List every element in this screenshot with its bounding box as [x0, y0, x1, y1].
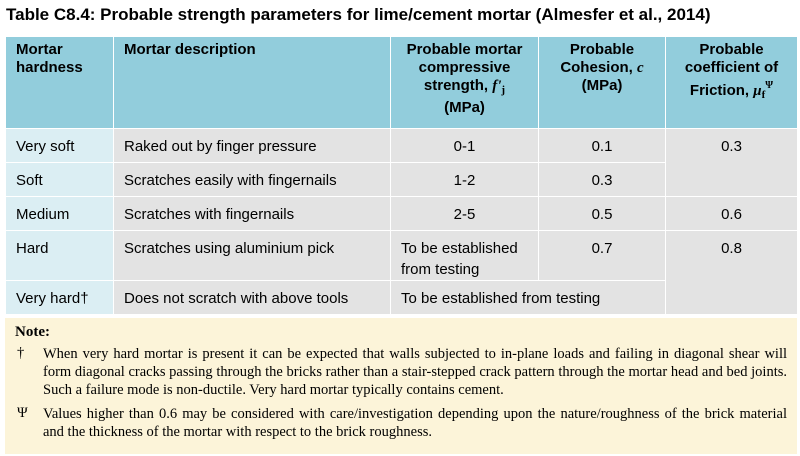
cell-compressive: 1-2 — [391, 163, 539, 197]
header-cohesion: Probable Cohesion, c (MPa) — [539, 37, 666, 129]
cell-hardness: Hard — [6, 231, 114, 281]
footnote-symbol: † — [17, 345, 25, 361]
cell-compressive-cohesion: To be established from testing — [391, 281, 666, 315]
header-hardness: Mortar hardness — [6, 37, 114, 129]
mortar-strength-table — [5, 36, 798, 315]
cell-description: Raked out by finger pressure — [114, 129, 391, 163]
footnote-text: When very hard mortar is present it can be expected that walls subjected to in-plane loads and failing in diagonal shear will form diagonal cracks passing through the bricks rather than a stair-stepped crack pattern through the mortar head and bed joints. Such a failure mode is non-ductile. Very hard mortar typically contains cement. — [43, 346, 787, 398]
cell-compressive: 0-1 — [391, 129, 539, 163]
table-row — [6, 231, 798, 281]
compressive-symbol: $f'_j$ — [492, 78, 506, 96]
cell-cohesion: 0.5 — [539, 197, 666, 231]
cell-cohesion: 0.1 — [539, 129, 666, 163]
cell-cohesion: 0.7 — [539, 231, 666, 281]
footnote-symbol: Ψ — [17, 405, 28, 421]
header-friction: Probable coefficient of Friction, $\mu_f^\Psi$ — [666, 37, 798, 129]
footnote-psi — [15, 405, 787, 441]
cell-friction: 0.3 — [666, 129, 798, 197]
table-title: Table C8.4: Probable strength parameters for lime/cement mortar (Almesfer et al., 2014) — [6, 5, 711, 24]
cell-compressive: 2-5 — [391, 197, 539, 231]
footnote-dagger — [15, 345, 787, 399]
header-description: Mortar description — [114, 37, 391, 129]
header-compressive-strength: Probable mortar compressive strength, $f'_j$ (MPa) — [391, 37, 539, 129]
cell-hardness: Very hard† — [6, 281, 114, 315]
note-title: Note: — [15, 324, 50, 340]
cell-friction: 0.8 — [666, 231, 798, 315]
friction-symbol: $\mu_f^\Psi$ — [753, 80, 774, 101]
cell-cohesion: 0.3 — [539, 163, 666, 197]
note-box — [5, 318, 797, 454]
cell-description: Does not scratch with above tools — [114, 281, 391, 315]
table-row — [6, 197, 798, 231]
cell-hardness: Medium — [6, 197, 114, 231]
cell-description: Scratches with fingernails — [114, 197, 391, 231]
table-row — [6, 129, 798, 163]
cell-hardness: Soft — [6, 163, 114, 197]
cell-compressive: To be established from testing — [391, 231, 539, 281]
cell-hardness: Very soft — [6, 129, 114, 163]
footnote-text: Values higher than 0.6 may be considered with care/investigation depending upon the nature/roughness of the brick material and the thickness of the mortar with respect to the brick roughness. — [43, 406, 787, 440]
cell-description: Scratches easily with fingernails — [114, 163, 391, 197]
cell-description: Scratches using aluminium pick — [114, 231, 391, 281]
cohesion-symbol: c — [637, 60, 644, 76]
cell-friction: 0.6 — [666, 197, 798, 231]
